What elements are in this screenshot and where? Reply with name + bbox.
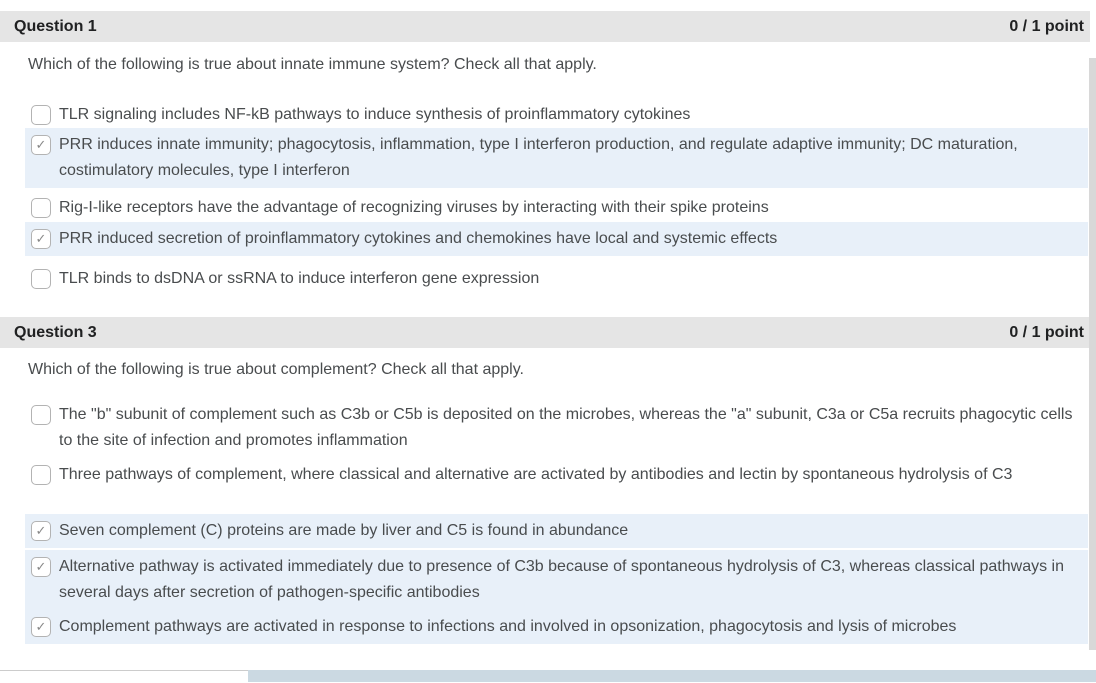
checkbox-checked[interactable]: [31, 229, 51, 249]
answer-option[interactable]: [25, 610, 1088, 644]
checkbox[interactable]: [31, 269, 51, 289]
checkbox-checked[interactable]: [31, 135, 51, 155]
answer-option[interactable]: [25, 514, 1088, 548]
option-text: TLR signaling includes NF-kB pathways to induce synthesis of proinflammatory cytokines: [59, 106, 691, 123]
answer-option[interactable]: [25, 398, 1088, 458]
answer-option[interactable]: [25, 98, 1088, 132]
checkbox[interactable]: [31, 405, 51, 425]
question-header: [0, 11, 1090, 42]
check-icon: ✓: [35, 619, 47, 634]
option-text: Seven complement (C) proteins are made by liver and C5 is found in abundance: [59, 522, 629, 539]
answer-option[interactable]: [25, 191, 1088, 225]
option-text: PRR induces innate immunity; phagocytosis, inflammation, type I interferon production, and regulate adaptive immunity; DC maturation, costimulatory molecules, type I interferon: [59, 136, 1018, 179]
checkbox[interactable]: [31, 105, 51, 125]
question-title: Question 1: [14, 17, 97, 35]
check-icon: ✓: [35, 231, 47, 246]
answer-option[interactable]: [25, 550, 1088, 610]
option-text: The "b" subunit of complement such as C3b or C5b is deposited on the microbes, whereas the "a" subunit, C3a or C5a recruits phagocytic cells to the site of infection and promotes inflammation: [59, 406, 1073, 449]
question-score: 0 / 1 point: [1009, 323, 1084, 341]
checkbox[interactable]: [31, 465, 51, 485]
answer-option[interactable]: [25, 128, 1088, 188]
answer-option[interactable]: [25, 222, 1088, 256]
option-text: PRR induced secretion of proinflammatory cytokines and chemokines have local and systemic effects: [59, 230, 778, 247]
option-text: Alternative pathway is activated immediately due to presence of C3b because of spontaneous hydrolysis of C3, whereas classical pathways in several days after secretion of pathogen-specific antibodies: [59, 558, 1064, 601]
scrollbar[interactable]: [1089, 58, 1096, 650]
checkbox-checked[interactable]: [31, 521, 51, 541]
question-title: Question 3: [14, 323, 97, 341]
question-prompt: Which of the following is true about innate immune system? Check all that apply.: [28, 56, 597, 73]
answer-option[interactable]: [25, 458, 1088, 492]
taskbar-search[interactable]: [0, 670, 248, 683]
option-text: TLR binds to dsDNA or ssRNA to induce interferon gene expression: [59, 270, 540, 287]
option-text: Complement pathways are activated in response to infections and involved in opsonization, phagocytosis and lysis of microbes: [59, 618, 957, 635]
option-text: Rig-I-like receptors have the advantage of recognizing viruses by interacting with their spike proteins: [59, 199, 769, 216]
taskbar: [0, 670, 1096, 682]
option-text: Three pathways of complement, where classical and alternative are activated by antibodies and lectin by spontaneous hydrolysis of C3: [59, 466, 1013, 483]
checkbox-checked[interactable]: [31, 557, 51, 577]
checkbox[interactable]: [31, 198, 51, 218]
question-prompt: Which of the following is true about complement? Check all that apply.: [28, 361, 524, 378]
check-icon: ✓: [35, 523, 47, 538]
answer-option[interactable]: [25, 262, 1088, 296]
checkbox-checked[interactable]: [31, 617, 51, 637]
check-icon: ✓: [35, 559, 47, 574]
question-score: 0 / 1 point: [1009, 17, 1084, 35]
check-icon: ✓: [35, 137, 47, 152]
question-header: [0, 317, 1090, 348]
